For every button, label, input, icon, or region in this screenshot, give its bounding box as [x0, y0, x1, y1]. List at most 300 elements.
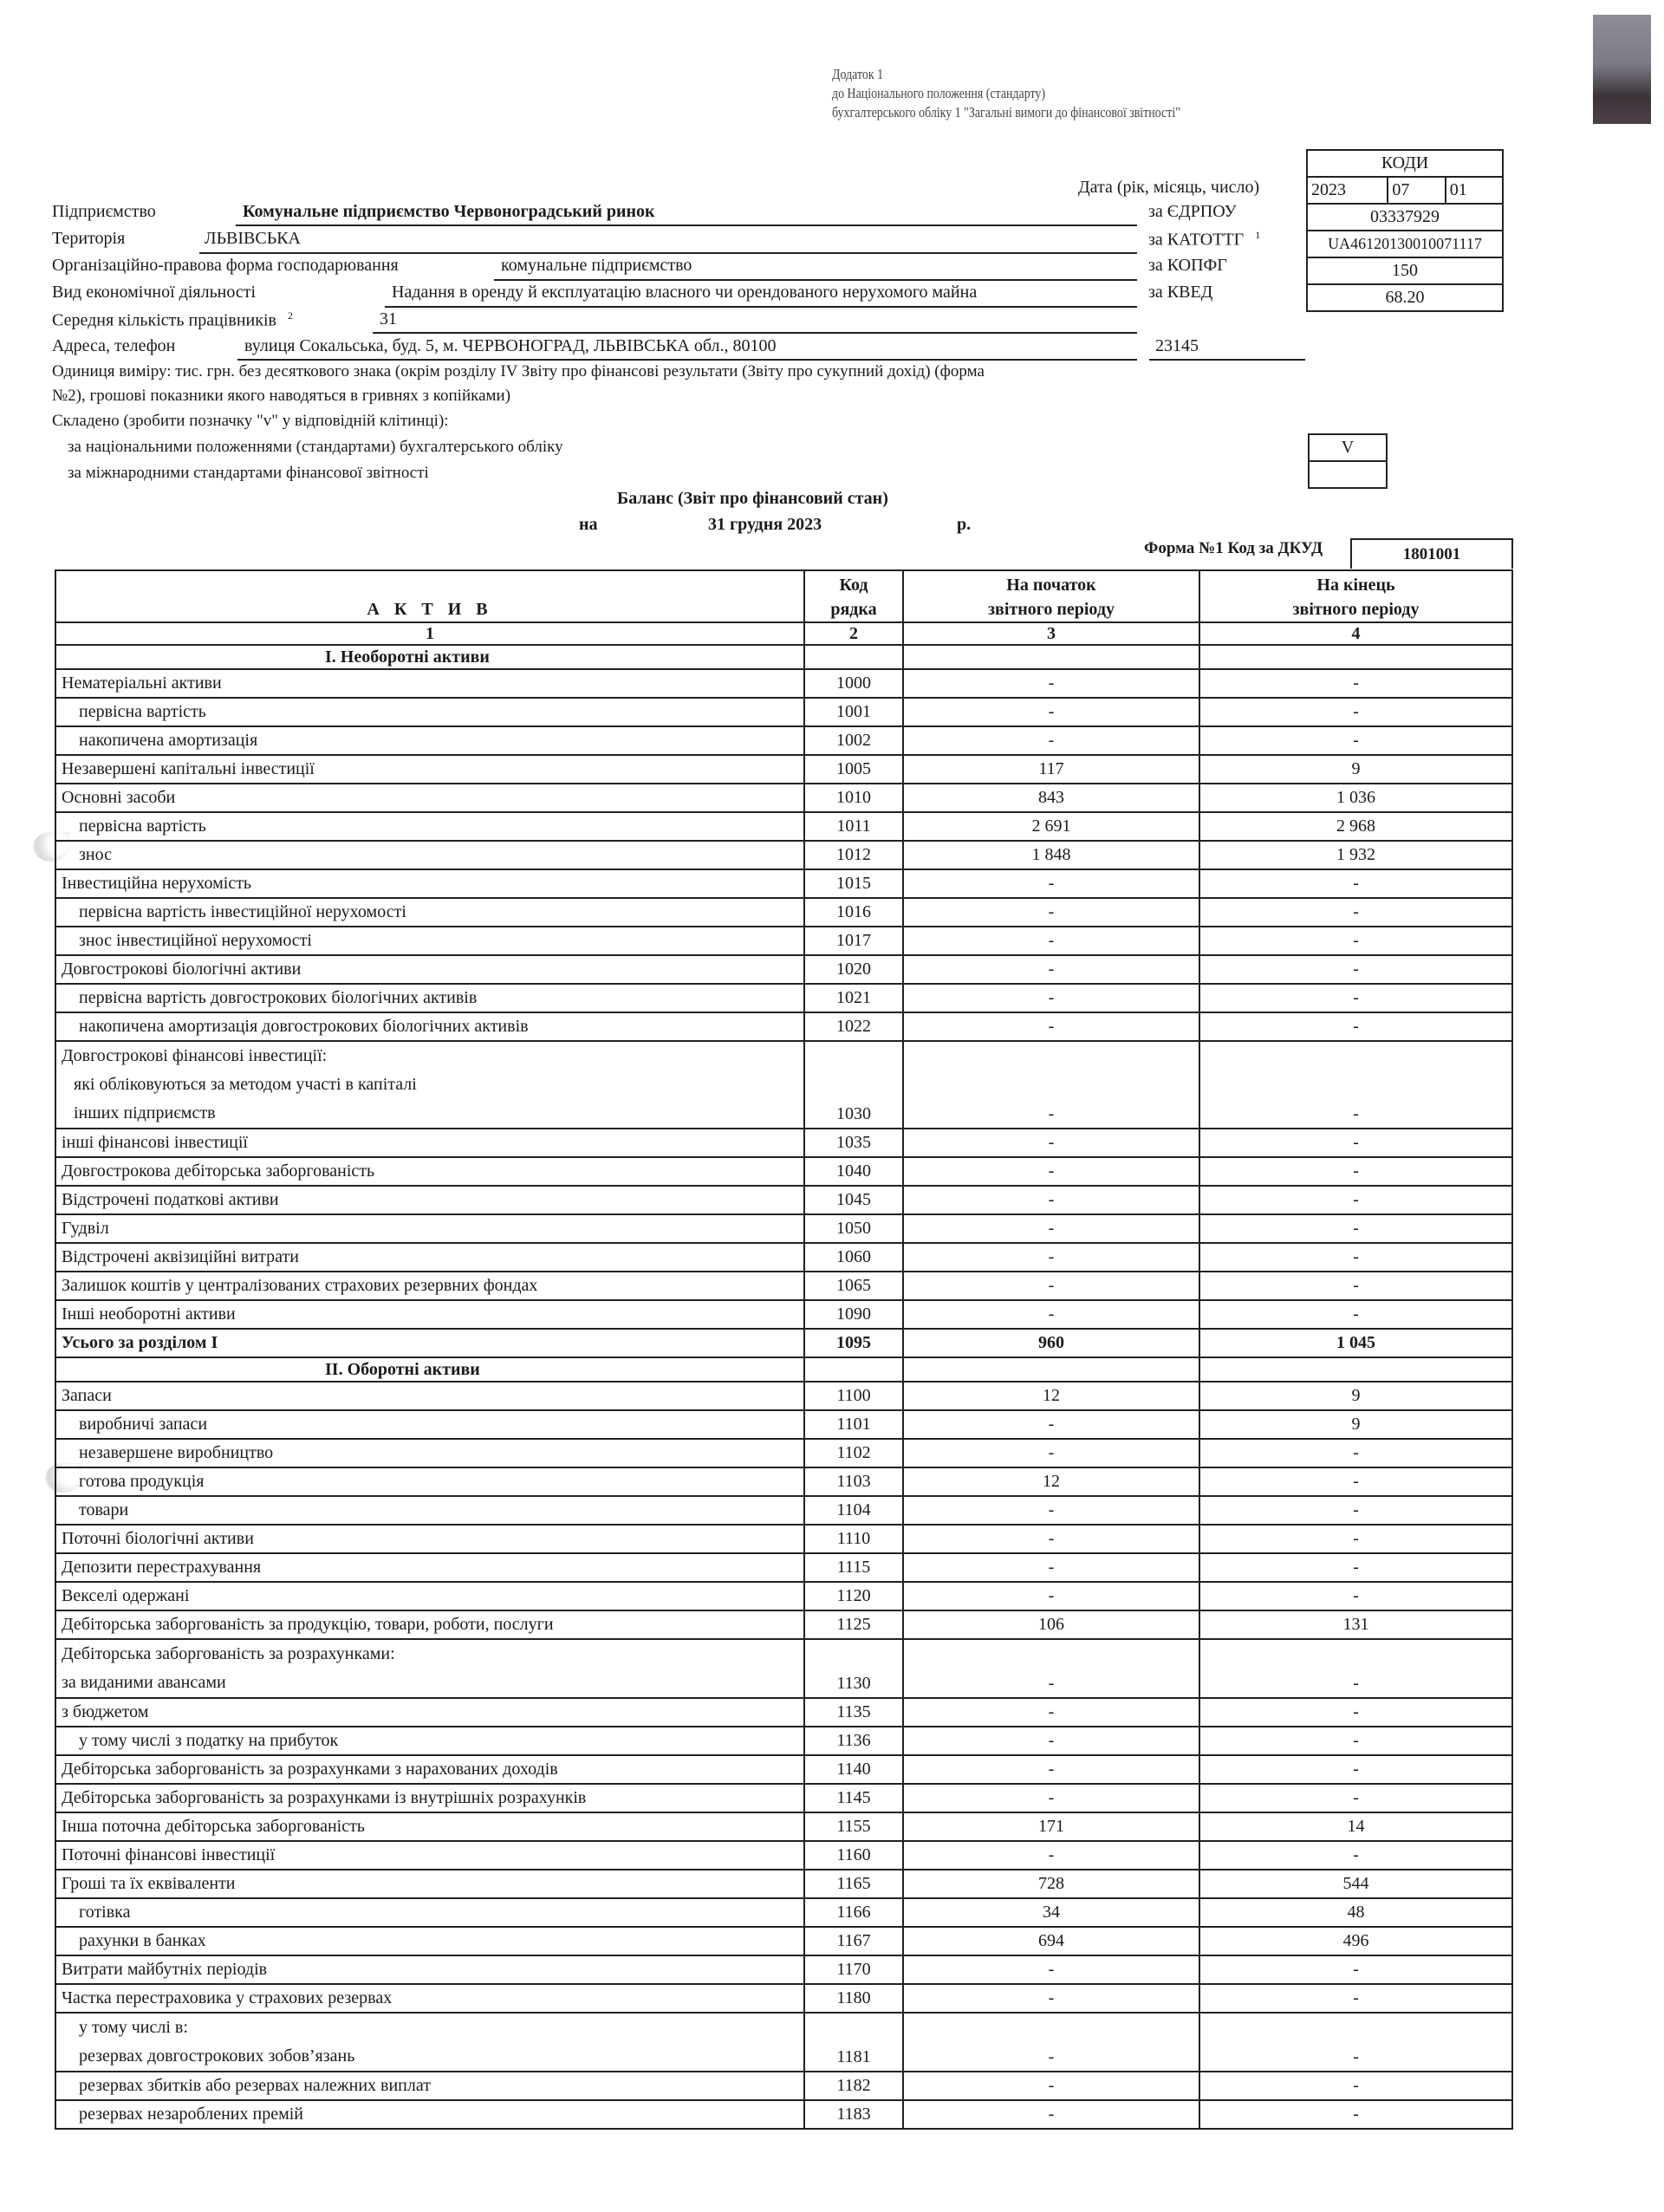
value-end-period[interactable]: -: [1199, 869, 1512, 898]
kved-label: за КВЕД: [1148, 283, 1213, 302]
table-row: [55, 869, 1512, 898]
row-label: готова продукція: [55, 1467, 804, 1496]
section-header-row: [55, 1357, 1512, 1382]
row-label: резервах збитків або резервах належних виплат: [55, 2072, 804, 2100]
row-code: 1130: [804, 1639, 903, 1698]
value-start-period[interactable]: -: [903, 1755, 1199, 1784]
value-start-period[interactable]: -: [903, 1955, 1199, 1984]
value-end-period[interactable]: 1 932: [1199, 841, 1512, 869]
value-end-period[interactable]: -: [1199, 2100, 1512, 2129]
value-start-period[interactable]: -: [903, 1129, 1199, 1157]
row-code: 1125: [804, 1610, 903, 1639]
row-code: 1021: [804, 984, 903, 1012]
value-end-period[interactable]: -: [1199, 1439, 1512, 1467]
value-start-period[interactable]: -: [903, 1012, 1199, 1041]
row-label: інші фінансові інвестиції: [55, 1129, 804, 1157]
value-end-period[interactable]: -: [1199, 927, 1512, 955]
table-row: [55, 2072, 1512, 2100]
table-row: [55, 1727, 1512, 1755]
scan-edge-artifact: [1593, 15, 1651, 124]
row-label: Депозити перестрахування: [55, 1553, 804, 1582]
value-start-period[interactable]: -: [903, 669, 1199, 698]
value-end-period[interactable]: -: [1199, 1955, 1512, 1984]
table-row: [55, 1300, 1512, 1329]
row-label: Дебіторська заборгованість за розрахунками із внутрішніх розрахунків: [55, 1784, 804, 1812]
value-start-period[interactable]: -: [903, 1272, 1199, 1300]
value-start-period[interactable]: -: [903, 1496, 1199, 1525]
row-code: 1104: [804, 1496, 903, 1525]
international-standards-checkbox[interactable]: [1310, 460, 1386, 487]
value-end-period[interactable]: -: [1199, 726, 1512, 755]
table-row: [55, 1870, 1512, 1898]
row-label: Основні засоби: [55, 784, 804, 812]
table-row: [55, 1698, 1512, 1727]
unit-note-line-1: Одиниця виміру: тис. грн. без десяткового знака (окрім розділу IV Звіту про фінансові результати (Звіту про сукупний дохід) (форма: [52, 362, 985, 381]
value-start-period[interactable]: 728: [903, 1870, 1199, 1898]
value-end-period[interactable]: -: [1199, 1841, 1512, 1870]
row-label: [55, 2013, 804, 2072]
kopfg-label: за КОПФГ: [1148, 256, 1227, 275]
row-code: 1167: [804, 1927, 903, 1955]
row-label: Залишок коштів у централізованих страхових резервних фондах: [55, 1272, 804, 1300]
row-code: 1060: [804, 1243, 903, 1272]
header-end: [1199, 570, 1512, 622]
table-row: [55, 1041, 1512, 1129]
row-code: 1000: [804, 669, 903, 698]
table-row: [55, 1812, 1512, 1841]
value-end-period[interactable]: -: [1199, 1698, 1512, 1727]
row-code: 1010: [804, 784, 903, 812]
value-start-period[interactable]: -: [903, 1041, 1199, 1129]
row-code: 1101: [804, 1410, 903, 1439]
value-end-period[interactable]: -: [1199, 1012, 1512, 1041]
row-label: у тому числі з податку на прибуток: [55, 1727, 804, 1755]
value-start-period[interactable]: -: [903, 1639, 1199, 1698]
value-start-period[interactable]: 171: [903, 1812, 1199, 1841]
row-label: Гудвіл: [55, 1214, 804, 1243]
header-start-l1: На початок: [1006, 576, 1096, 595]
row-code: 1155: [804, 1812, 903, 1841]
row-code: 1001: [804, 698, 903, 726]
row-code: 1166: [804, 1898, 903, 1927]
value-end-period[interactable]: -: [1199, 984, 1512, 1012]
table-row: [55, 698, 1512, 726]
report-on: на: [579, 515, 598, 534]
standards-checkbox-group: [1308, 433, 1388, 489]
row-code: 1100: [804, 1382, 903, 1410]
row-label: Запаси: [55, 1382, 804, 1410]
report-date: 31 грудня 2023: [708, 515, 822, 534]
table-row: [55, 1129, 1512, 1157]
row-code: 1035: [804, 1129, 903, 1157]
value-start-period[interactable]: -: [903, 1698, 1199, 1727]
value-start-period[interactable]: -: [903, 869, 1199, 898]
value-start-period[interactable]: -: [903, 1186, 1199, 1214]
table-row: [55, 1186, 1512, 1214]
table-header-row: [55, 570, 1512, 622]
kved-field[interactable]: 68.20: [1308, 283, 1502, 310]
employees-label: [52, 309, 293, 331]
edrpou-label: за ЄДРПОУ: [1148, 202, 1237, 221]
value-end-period[interactable]: -: [1199, 1582, 1512, 1610]
row-code: 1165: [804, 1870, 903, 1898]
row-label: готівка: [55, 1898, 804, 1927]
table-row: [55, 1784, 1512, 1812]
header-code-l1: Код: [839, 576, 868, 595]
date-day-field[interactable]: 01: [1445, 178, 1502, 203]
row-label: Інші необоротні активи: [55, 1300, 804, 1329]
value-end-period[interactable]: 9: [1199, 755, 1512, 784]
value-start-period[interactable]: -: [903, 1214, 1199, 1243]
report-title: Баланс (Звіт про фінансовий стан): [617, 489, 888, 508]
value-end-period[interactable]: -: [1199, 2013, 1512, 2072]
edrpou-field[interactable]: 03337929: [1308, 203, 1502, 230]
row-code: 1017: [804, 927, 903, 955]
table-row: [55, 1439, 1512, 1467]
phone-value[interactable]: 23145: [1155, 336, 1199, 355]
value-end-period[interactable]: 48: [1199, 1898, 1512, 1927]
row-code: 1015: [804, 869, 903, 898]
table-row: [55, 1582, 1512, 1610]
row-label: [55, 1041, 804, 1129]
codes-date-row: [1308, 176, 1502, 203]
value-start-period[interactable]: -: [903, 1582, 1199, 1610]
table-row: [55, 1984, 1512, 2013]
value-start-period[interactable]: -: [903, 1784, 1199, 1812]
table-row: [55, 1214, 1512, 1243]
value-start-period[interactable]: -: [903, 1157, 1199, 1186]
value-start-period[interactable]: -: [903, 955, 1199, 984]
row-code: 1110: [804, 1525, 903, 1553]
row-label: первісна вартість: [55, 698, 804, 726]
value-start-period[interactable]: 960: [903, 1329, 1199, 1357]
row-code: 1170: [804, 1955, 903, 1984]
value-start-period[interactable]: -: [903, 1525, 1199, 1553]
row-label-line: які обліковуються за методом участі в капіталі: [74, 1075, 417, 1094]
national-standards-label: за національними положеннями (стандартами) бухгалтерського обліку: [68, 438, 563, 456]
footnote-marker: 2: [287, 309, 293, 322]
row-label: Поточні біологічні активи: [55, 1525, 804, 1553]
value-start-period[interactable]: -: [903, 1727, 1199, 1755]
row-label: [55, 1639, 804, 1698]
row-label: первісна вартість інвестиційної нерухомості: [55, 898, 804, 927]
value-end-period[interactable]: -: [1199, 1496, 1512, 1525]
table-row: [55, 1157, 1512, 1186]
value-start-period[interactable]: 12: [903, 1382, 1199, 1410]
table-row: [55, 841, 1512, 869]
table-row: [55, 669, 1512, 698]
row-label: Векселі одержані: [55, 1582, 804, 1610]
row-code: 1050: [804, 1214, 903, 1243]
row-code: 1040: [804, 1157, 903, 1186]
row-code: 1016: [804, 898, 903, 927]
row-code: 1115: [804, 1553, 903, 1582]
table-row: [55, 1329, 1512, 1357]
row-code: 1022: [804, 1012, 903, 1041]
header-end-l2: звітного періоду: [1292, 600, 1420, 619]
value-start-period[interactable]: 843: [903, 784, 1199, 812]
katottg-label-text: за КАТОТТГ: [1148, 230, 1245, 250]
row-label: Частка перестраховика у страхових резервах: [55, 1984, 804, 2013]
row-code: 1103: [804, 1467, 903, 1496]
activity-value[interactable]: Надання в оренду й експлуатацію власного чи орендованого нерухомого майна: [392, 283, 978, 302]
value-start-period[interactable]: -: [903, 927, 1199, 955]
date-label: Дата (рік, місяць, число): [1078, 178, 1260, 197]
value-start-period[interactable]: -: [903, 2100, 1199, 2129]
row-code: 1045: [804, 1186, 903, 1214]
value-start-period[interactable]: -: [903, 1243, 1199, 1272]
row-label-line: резервах довгострокових зобов’язань: [79, 2046, 355, 2066]
value-end-period[interactable]: -: [1199, 1272, 1512, 1300]
row-label: незавершене виробництво: [55, 1439, 804, 1467]
appendix-line-3: бухгалтерського обліку 1 "Загальні вимоги до фінансової звітності": [832, 104, 1180, 120]
value-start-period[interactable]: -: [903, 1410, 1199, 1439]
row-label: Дебіторська заборгованість за продукцію, товари, роботи, послуги: [55, 1610, 804, 1639]
table-row: [55, 1553, 1512, 1582]
value-end-period[interactable]: -: [1199, 1300, 1512, 1329]
value-start-period[interactable]: -: [903, 1300, 1199, 1329]
table-row: [55, 2100, 1512, 2129]
row-code: 1065: [804, 1272, 903, 1300]
value-end-period[interactable]: -: [1199, 1129, 1512, 1157]
table-row: [55, 1841, 1512, 1870]
row-label: первісна вартість: [55, 812, 804, 841]
row-label: Усього за розділом І: [55, 1329, 804, 1357]
value-start-period[interactable]: -: [903, 698, 1199, 726]
value-start-period[interactable]: -: [903, 726, 1199, 755]
header-start: [903, 570, 1199, 622]
compiled-note: Складено (зробити позначку "v" у відповідній клітинці):: [52, 412, 449, 430]
row-label: знос: [55, 841, 804, 869]
row-label-line: Дебіторська заборгованість за розрахунками:: [62, 1644, 395, 1663]
address-underline: [237, 359, 1137, 361]
row-label: Довгострокова дебіторська заборгованість: [55, 1157, 804, 1186]
value-end-period[interactable]: -: [1199, 1755, 1512, 1784]
legal-form-value[interactable]: комунальне підприємство: [501, 256, 692, 275]
value-start-period[interactable]: -: [903, 1841, 1199, 1870]
table-row: [55, 755, 1512, 784]
value-start-period[interactable]: -: [903, 2013, 1199, 2072]
employees-label-text: Середня кількість працівників: [52, 310, 276, 330]
row-code: 1120: [804, 1582, 903, 1610]
value-end-period[interactable]: -: [1199, 898, 1512, 927]
value-end-period[interactable]: 9: [1199, 1382, 1512, 1410]
enterprise-label: Підприємство: [52, 202, 156, 221]
value-end-period[interactable]: -: [1199, 1525, 1512, 1553]
row-code: 1136: [804, 1727, 903, 1755]
table-row: [55, 1610, 1512, 1639]
value-end-period[interactable]: 131: [1199, 1610, 1512, 1639]
table-row: [55, 955, 1512, 984]
row-label: рахунки в банках: [55, 1927, 804, 1955]
value-end-period[interactable]: -: [1199, 1553, 1512, 1582]
value-end-period[interactable]: 2 968: [1199, 812, 1512, 841]
value-end-period[interactable]: -: [1199, 1639, 1512, 1698]
table-row: [55, 1755, 1512, 1784]
row-label: Відстрочені аквізиційні витрати: [55, 1243, 804, 1272]
value-start-period[interactable]: 106: [903, 1610, 1199, 1639]
value-end-period[interactable]: 1 045: [1199, 1329, 1512, 1357]
table-row: [55, 1410, 1512, 1439]
table-row: [55, 898, 1512, 927]
row-code: 1145: [804, 1784, 903, 1812]
katottg-field[interactable]: UA46120130010071117: [1308, 230, 1502, 257]
row-code: 1135: [804, 1698, 903, 1727]
col-number: 4: [1199, 622, 1512, 645]
row-code: 1011: [804, 812, 903, 841]
row-label: Довгострокові біологічні активи: [55, 955, 804, 984]
value-start-period[interactable]: -: [903, 1439, 1199, 1467]
value-start-period[interactable]: 1 848: [903, 841, 1199, 869]
row-label-line: у тому числі в:: [79, 2018, 188, 2037]
header-asset: А К Т И В: [55, 570, 804, 622]
balance-table: [55, 569, 1513, 2130]
appendix-line-1: Додаток 1: [832, 66, 884, 82]
row-label: з бюджетом: [55, 1698, 804, 1727]
address-label: Адреса, телефон: [52, 336, 176, 355]
value-end-period[interactable]: -: [1199, 698, 1512, 726]
dkud-code-field[interactable]: 1801001: [1350, 538, 1513, 569]
value-start-period[interactable]: 2 691: [903, 812, 1199, 841]
row-code: 1183: [804, 2100, 903, 2129]
enterprise-underline: [236, 224, 1137, 226]
date-month-field[interactable]: 07: [1387, 178, 1444, 203]
value-start-period[interactable]: -: [903, 984, 1199, 1012]
value-end-period[interactable]: -: [1199, 1214, 1512, 1243]
row-code: 1102: [804, 1439, 903, 1467]
row-label-line: за виданими авансами: [62, 1673, 226, 1692]
table-row: [55, 784, 1512, 812]
table-row: [55, 1496, 1512, 1525]
value-start-period[interactable]: -: [903, 2072, 1199, 2100]
table-row: [55, 726, 1512, 755]
header-start-l2: звітного періоду: [988, 600, 1115, 619]
value-end-period[interactable]: -: [1199, 1186, 1512, 1214]
col-number: 2: [804, 622, 903, 645]
value-end-period[interactable]: -: [1199, 1984, 1512, 2013]
row-label: накопичена амортизація: [55, 726, 804, 755]
table-row: [55, 1012, 1512, 1041]
header-code-l2: рядка: [830, 600, 877, 619]
table-row: [55, 1382, 1512, 1410]
national-standards-checkbox[interactable]: V: [1341, 438, 1355, 457]
row-code: 1181: [804, 2013, 903, 2072]
header-code: [804, 570, 903, 622]
unit-note-line-2: №2), грошові показники якого наводяться в гривнях з копійками): [52, 387, 511, 405]
footnote-marker: 1: [1255, 229, 1261, 241]
row-label: первісна вартість довгострокових біологічних активів: [55, 984, 804, 1012]
row-label: Незавершені капітальні інвестиції: [55, 755, 804, 784]
date-year-field[interactable]: 2023: [1311, 180, 1346, 199]
employees-value[interactable]: 31: [380, 309, 397, 329]
form-dkud-label: Форма №1 Код за ДКУД: [1144, 539, 1323, 557]
row-code: 1182: [804, 2072, 903, 2100]
phone-underline: [1149, 359, 1305, 361]
value-end-period[interactable]: -: [1199, 955, 1512, 984]
table-row: [55, 1243, 1512, 1272]
row-label-line: інших підприємств: [74, 1103, 216, 1122]
row-label: Відстрочені податкові активи: [55, 1186, 804, 1214]
table-row: [55, 1955, 1512, 1984]
row-label: Гроші та їх еквіваленти: [55, 1870, 804, 1898]
table-row: [55, 1639, 1512, 1698]
value-end-period[interactable]: 14: [1199, 1812, 1512, 1841]
row-code: 1180: [804, 1984, 903, 2013]
row-label: знос інвестиційної нерухомості: [55, 927, 804, 955]
value-start-period[interactable]: -: [903, 1553, 1199, 1582]
row-label: Поточні фінансові інвестиції: [55, 1841, 804, 1870]
value-start-period[interactable]: 34: [903, 1898, 1199, 1927]
employees-underline: [373, 332, 1137, 334]
table-row: [55, 812, 1512, 841]
value-end-period[interactable]: -: [1199, 2072, 1512, 2100]
value-end-period[interactable]: 544: [1199, 1870, 1512, 1898]
row-label: Дебіторська заборгованість за розрахунками з нарахованих доходів: [55, 1755, 804, 1784]
header-end-l1: На кінець: [1316, 576, 1395, 595]
table-row: [55, 1927, 1512, 1955]
value-end-period[interactable]: 9: [1199, 1410, 1512, 1439]
section-title: ІІ. Оборотні активи: [55, 1357, 804, 1382]
row-label: накопичена амортизація довгострокових біологічних активів: [55, 1012, 804, 1041]
col-number: 3: [903, 622, 1199, 645]
activity-label: Вид економічної діяльності: [52, 283, 257, 302]
value-end-period[interactable]: -: [1199, 1157, 1512, 1186]
value-start-period[interactable]: 694: [903, 1927, 1199, 1955]
row-code: 1160: [804, 1841, 903, 1870]
table-row: [55, 1898, 1512, 1927]
row-label: Витрати майбутніх періодів: [55, 1955, 804, 1984]
table-row: [55, 1272, 1512, 1300]
value-end-period[interactable]: 496: [1199, 1927, 1512, 1955]
legal-form-underline: [494, 279, 1137, 281]
value-start-period[interactable]: -: [903, 1984, 1199, 2013]
row-code: 1030: [804, 1041, 903, 1129]
value-end-period[interactable]: -: [1199, 1041, 1512, 1129]
row-code: 1020: [804, 955, 903, 984]
table-row: [55, 984, 1512, 1012]
table-row: [55, 2013, 1512, 2072]
row-code: 1012: [804, 841, 903, 869]
row-label: товари: [55, 1496, 804, 1525]
value-end-period[interactable]: -: [1199, 1727, 1512, 1755]
value-start-period[interactable]: 12: [903, 1467, 1199, 1496]
row-label: Інвестиційна нерухомість: [55, 869, 804, 898]
row-code: 1095: [804, 1329, 903, 1357]
enterprise-value[interactable]: Комунальне підприємство Червоноградський ринок: [243, 202, 655, 221]
kopfg-field[interactable]: 150: [1308, 257, 1502, 283]
row-code: 1090: [804, 1300, 903, 1329]
section-title: І. Необоротні активи: [55, 645, 804, 669]
value-end-period[interactable]: -: [1199, 1467, 1512, 1496]
territory-value[interactable]: ЛЬВІВСЬКА: [205, 229, 301, 248]
value-end-period[interactable]: -: [1199, 1243, 1512, 1272]
value-end-period[interactable]: 1 036: [1199, 784, 1512, 812]
value-start-period[interactable]: -: [903, 898, 1199, 927]
value-start-period[interactable]: 117: [903, 755, 1199, 784]
international-standards-label: за міжнародними стандартами фінансової звітності: [68, 464, 429, 482]
appendix-line-2: до Національного положення (стандарту): [832, 85, 1046, 101]
row-label: виробничі запаси: [55, 1410, 804, 1439]
territory-underline: [199, 252, 1137, 254]
value-end-period[interactable]: -: [1199, 669, 1512, 698]
table-row: [55, 1525, 1512, 1553]
activity-underline: [385, 306, 1137, 308]
table-row: [55, 1467, 1512, 1496]
row-code: 1002: [804, 726, 903, 755]
address-value[interactable]: вулиця Сокальська, буд. 5, м. ЧЕРВОНОГРАД, ЛЬВІВСЬКА обл., 80100: [244, 336, 777, 355]
col-number: 1: [55, 622, 804, 645]
value-end-period[interactable]: -: [1199, 1784, 1512, 1812]
